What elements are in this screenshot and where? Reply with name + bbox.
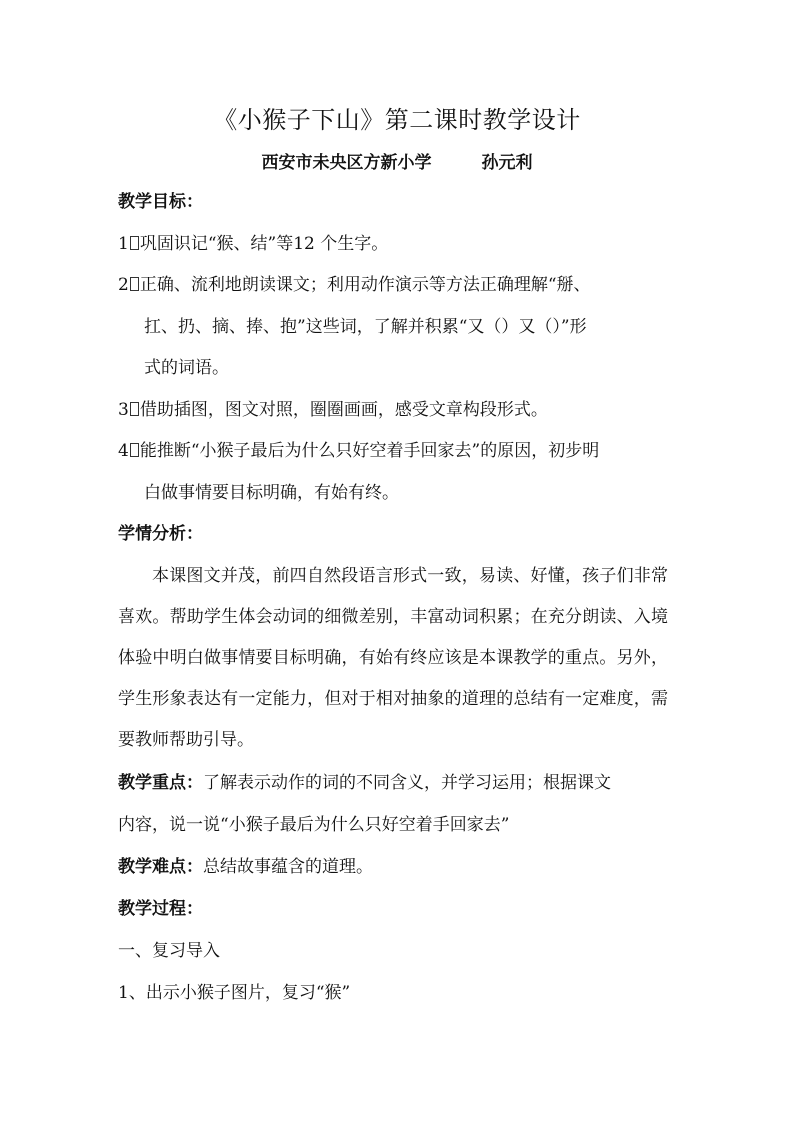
analysis-paragraph: 本课图文并茂，前四自然段语言形式一致，易读、好懂，孩子们非常喜欢。帮助学生体会动词的细微差别，丰富动词积累；在充分朗读、入境体验中明白做事情要目标明确，有始有终应该是本课教学的重点。另外，学生形象表达有一定能力，但对于相对抽象的道理的总结有一定难度，需要教师帮助引导。 bbox=[118, 566, 668, 750]
goal-item-2-line-3: 式的词语。 bbox=[144, 358, 229, 378]
difficulty-label: 教学难点： bbox=[118, 857, 203, 877]
goal-item-2-line-2: 扛、扔、摘、捧、抱”这些词，了解并积累“又（）又（）”形 bbox=[144, 317, 587, 337]
goal-item-3 bbox=[118, 398, 548, 422]
process-heading: 教学过程： bbox=[118, 899, 203, 919]
goals-heading: 教学目标： bbox=[118, 192, 203, 212]
difficulty-line bbox=[118, 855, 373, 879]
author-line bbox=[0, 148, 794, 173]
goal-number: 3 bbox=[118, 400, 129, 420]
document-title: 《小猴子下山》第二课时教学设计 bbox=[213, 106, 581, 134]
analysis-heading: 学情分析： bbox=[118, 524, 203, 544]
goal-text: 能推断“小猴子最后为什么只好空着手回家去”的原因，初步明 bbox=[139, 441, 600, 461]
key-points-text: 了解表示动作的词的不同含义，并学习运用；根据课文 bbox=[203, 773, 611, 793]
goal-item-2 bbox=[118, 273, 591, 297]
difficulty-text: 总结故事蕴含的道理。 bbox=[203, 857, 373, 877]
goal-text: 借助插图，图文对照，圈圈画画，感受文章构段形式。 bbox=[139, 400, 548, 420]
goal-item-1 bbox=[118, 232, 388, 256]
missing-glyph-box bbox=[130, 277, 139, 291]
missing-glyph-box bbox=[130, 236, 139, 250]
goal-text: 巩固识记“猴、结”等12 个生字。 bbox=[139, 234, 389, 254]
missing-glyph-box bbox=[130, 443, 139, 457]
key-points-line-1 bbox=[118, 771, 611, 795]
goal-number: 2 bbox=[118, 275, 129, 295]
school-name: 西安市未央区方新小学 bbox=[261, 153, 432, 173]
process-step-1: 1、出示小猴子图片，复习“猴” bbox=[118, 983, 351, 1003]
goal-item-4 bbox=[118, 439, 599, 463]
key-points-label: 教学重点： bbox=[118, 773, 203, 793]
goal-number: 1 bbox=[118, 234, 129, 254]
goal-text: 正确、流利地朗读课文；利用动作演示等方法正确理解“掰、 bbox=[139, 275, 591, 295]
missing-glyph-box bbox=[130, 402, 139, 416]
goal-number: 4 bbox=[118, 441, 129, 461]
process-section-1: 一、复习导入 bbox=[118, 941, 220, 961]
key-points-line-2: 内容，说一说“小猴子最后为什么只好空着手回家去” bbox=[118, 815, 510, 835]
author-name: 孙元利 bbox=[481, 153, 533, 173]
goal-item-4-line-2: 白做事情要目标明确，有始有终。 bbox=[144, 483, 399, 503]
